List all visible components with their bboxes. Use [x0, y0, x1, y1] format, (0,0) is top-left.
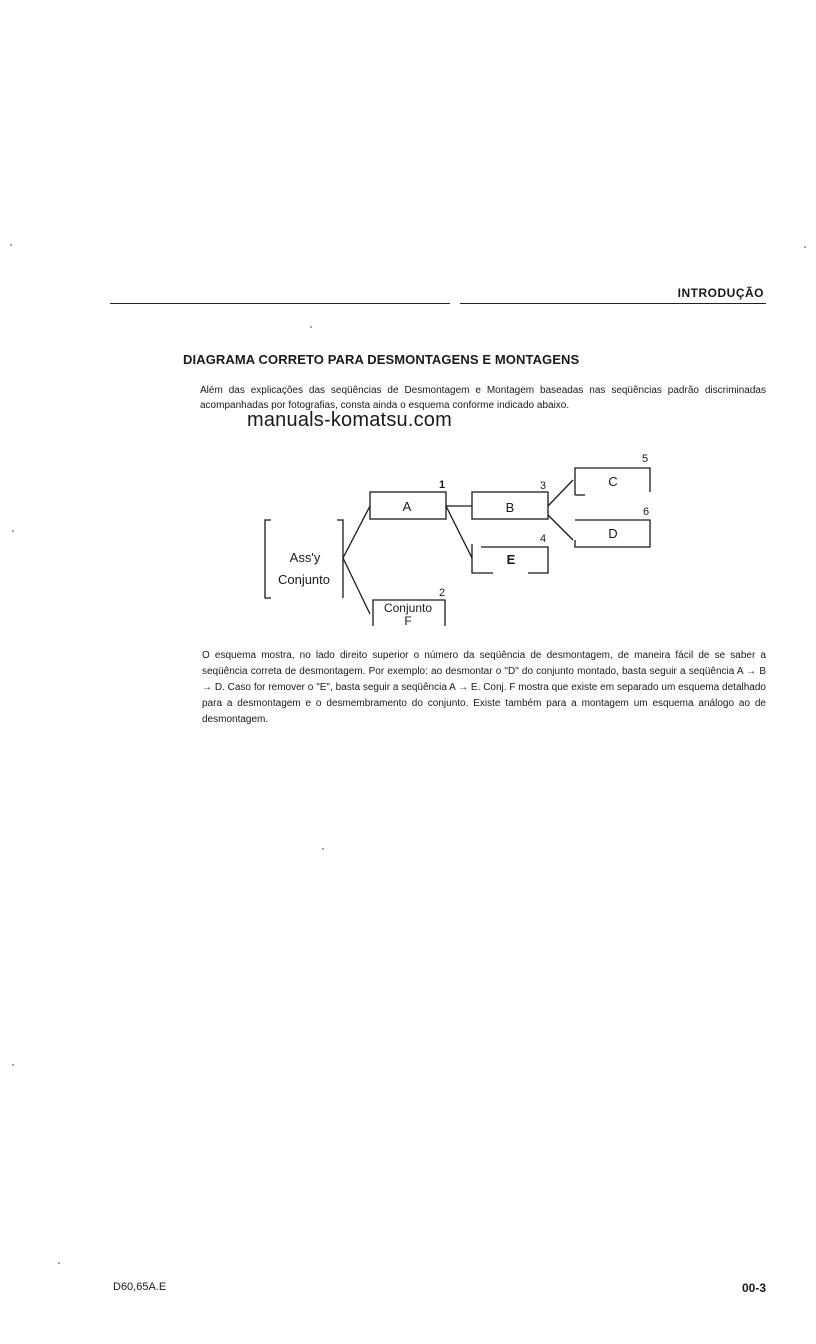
disassembly-diagram	[255, 450, 665, 632]
scan-speck	[322, 848, 324, 850]
assembly-label: Ass'y	[289, 550, 321, 565]
intro-paragraph: Além das explicações das seqüências de Desmontagem e Montagem baseadas nas seqüências padrão discriminadas acompanhadas por fotografias, consta ainda o esquema conforme indicado abaixo.	[200, 385, 766, 411]
seq-number-f: 2	[438, 587, 446, 599]
assembly-label-sub: Conjunto	[277, 572, 331, 587]
connector-a-e	[446, 506, 472, 558]
page-title: DIAGRAMA CORRETO PARA DESMONTAGENS E MONTAGENS	[183, 352, 580, 367]
scan-speck	[58, 1262, 60, 1264]
connector-assy-a	[343, 506, 370, 558]
seq-number-d: 6	[642, 506, 650, 518]
node-label-f-sub: F	[404, 614, 412, 628]
header-rule-middle	[460, 303, 596, 304]
section-header: INTRODUÇÃO	[677, 286, 764, 300]
scan-speck	[804, 246, 806, 248]
explanation-paragraph: O esquema mostra, no lado direito superior o número da seqüência de desmontagem, de maneira fácil de se saber a seqüência correta de desmontagem. Por exemplo: ao desmontar o "D" do conjunto montado, basta seguir a seqüência A → B → D. Caso for remover o "E", basta seguir a seqüência A → E. Conj. F mostra que existe em separado um esquema detalhado para a desmontagem e o desmembramento do conjunto. Existe também para a montagem um esquema análogo ao de desmontagem.	[202, 650, 766, 725]
node-label-b: B	[505, 500, 515, 515]
node-label-d: D	[608, 526, 618, 541]
node-label-f: Conjunto	[383, 601, 433, 615]
connector-assy-f	[343, 558, 370, 614]
node-label-c: C	[608, 474, 618, 489]
node-box-e	[472, 544, 493, 573]
seq-number-b: 3	[539, 480, 547, 492]
scan-speck	[12, 530, 14, 532]
connector-b-c	[548, 480, 573, 506]
node-label-e: E	[506, 552, 516, 567]
footer-model: D60,65A.E	[113, 1281, 167, 1293]
scan-speck	[12, 1064, 14, 1066]
seq-number-a: 1	[438, 479, 446, 491]
header-rule-left	[110, 303, 450, 304]
node-label-a: A	[402, 499, 412, 514]
scan-speck	[10, 244, 12, 246]
footer-page-number: 00-3	[741, 1281, 766, 1295]
scan-speck	[310, 326, 312, 328]
watermark-text: manuals-komatsu.com	[247, 409, 452, 431]
assembly-bracket	[265, 520, 271, 598]
assembly-bracket-right	[337, 520, 343, 598]
header-rule-right	[596, 303, 766, 304]
seq-number-e: 4	[539, 533, 547, 545]
seq-number-c: 5	[641, 453, 649, 465]
connector-b-d	[548, 515, 573, 540]
